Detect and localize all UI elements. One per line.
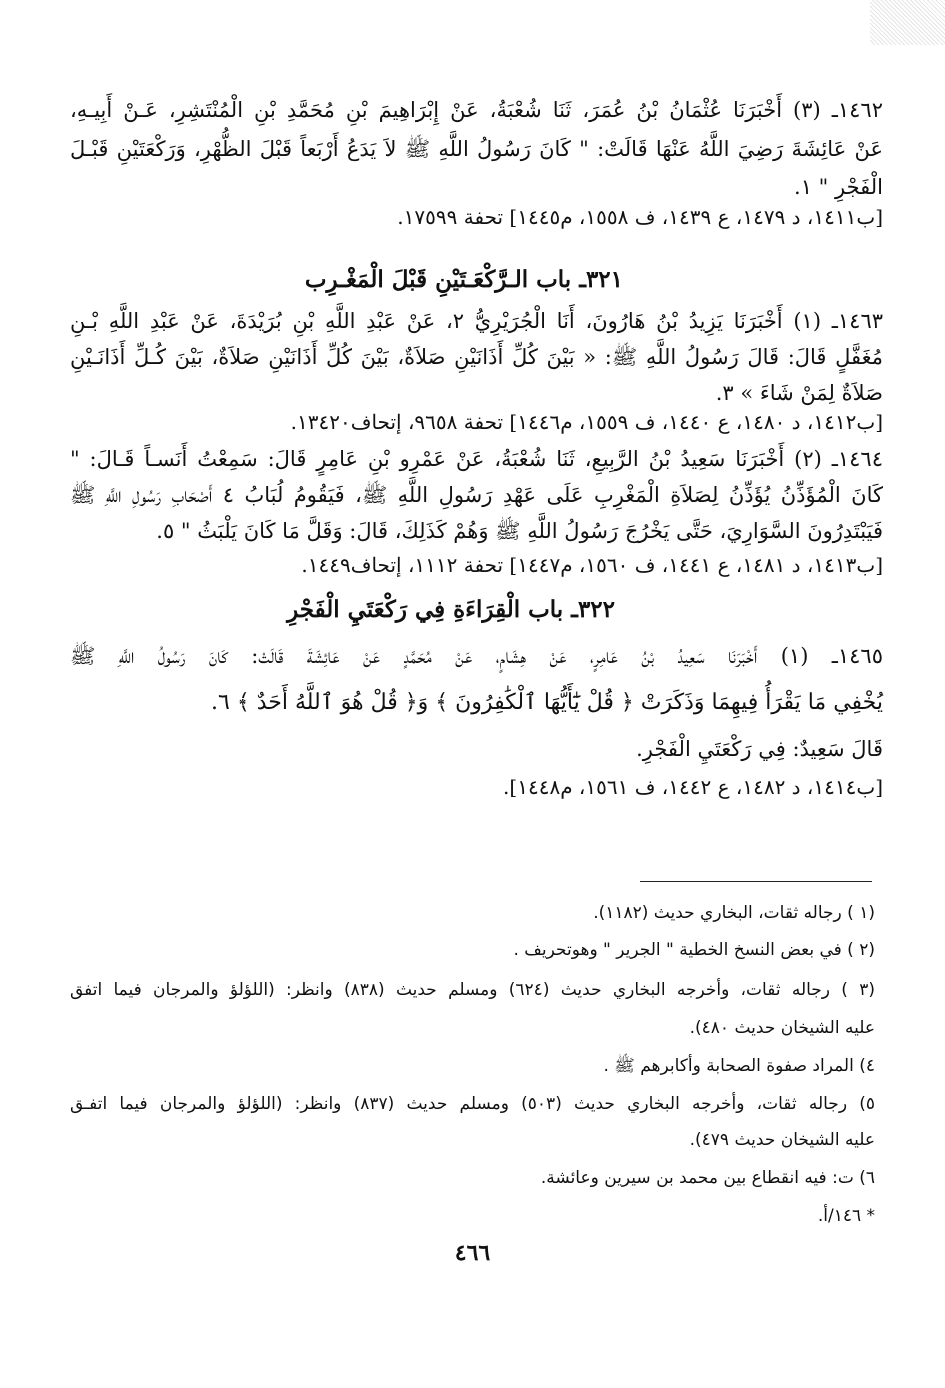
hadith-1462-reference: [ب١٤١١، د ١٤٧٩، ع ١٤٣٩، ف ١٥٥٨، م١٤٤٥] تحفة ١٧٥٩٩. <box>397 205 883 229</box>
footnote-5-line-1: ٥) رجاله ثقات، وأخرجه البخاري حديث (٥٠٣) ومسلم حديث (٨٣٧) وانظر: (اللؤلؤ والمرجان فيما اتفـق <box>70 1094 876 1114</box>
hadith-1464-line-2: كَانَ الْمُؤَذِّنُ يُؤَذِّنُ لِصَلاَةِ الْمَغْرِبِ عَلَى عَهْدِ رَسُولِ اللَّهِ ﷺ، فَيَقُومُ لُبَابُ ٤ أَصْحَابِ رَسُولِ اللَّهِ ﷺ <box>70 483 883 507</box>
hadith-1463-reference: [ب١٤١٢، د ١٤٨٠، ع ١٤٤٠، ف ١٥٥٩، م١٤٤٦] تحفة ٩٦٥٨، إتحاف١٣٤٢٠. <box>290 410 883 434</box>
hadith-1465-line-2: يُخْفِي مَا يَقْرَأُ فِيهِمَا وَذَكَرَتْ ﴿ قُلْ يَٰٓأَيُّهَا ٱلْكَٰفِرُونَ ﴾ وَ﴿ قُلْ هُوَ ٱللَّهُ أَحَدٌ ﴾ ٦. <box>211 690 883 715</box>
footnote-6: ٦) ت: فيه انقطاع بين محمد بن سيرين وعائشة. <box>540 1168 875 1188</box>
hadith-1464-line-3: فَيَبْتَدِرُونَ السَّوَارِيَ، حَتَّى يَخْرُجَ رَسُولُ اللَّهِ ﷺ وَهُمْ كَذَلِكَ، قَالَ: وَقَلَّ مَا كَانَ يَلْبَثُ " ٥. <box>156 519 883 543</box>
hadith-1464-reference: [ب١٤١٣، د ١٤٨١، ع ١٤٤١، ف ١٥٦٠، م١٤٤٧] تحفة ١١١٢، إتحاف١٤٤٩. <box>301 553 883 577</box>
footnote-5-line-2: عليه الشيخان حديث ٤٧٩). <box>689 1130 875 1150</box>
footnote-3-line-1: (٣ ) رجاله ثقات، وأخرجه البخاري حديث (٦٢٤) ومسلم حديث (٨٣٨) وانظر: (اللؤلؤ والمرجان فيما اتفق <box>70 980 875 1000</box>
page-number: ٤٦٦ <box>454 1240 491 1266</box>
footnote-1: (١ ) رجاله ثقات، البخاري حديث (١١٨٢). <box>593 903 875 923</box>
hadith-1465-line-3: قَالَ سَعِيدٌ: فِي رَكْعَتَيِ الْفَجْرِ. <box>636 737 883 761</box>
chapter-322-title: ٣٢٢ـ باب الْقِرَاءَةِ فِي رَكْعَتَيِ الْفَجْرِ <box>287 596 615 623</box>
manuscript-folio-note: * ١٤٦/أ. <box>817 1206 875 1226</box>
footnote-3-line-2: عليه الشيخان حديث ٤٨٠). <box>689 1018 875 1038</box>
hadith-1465-reference: [ب١٤١٤، د ١٤٨٢، ع ١٤٤٢، ف ١٥٦١، م١٤٤٨]. <box>503 775 883 799</box>
hadith-1463-line-3: صَلاَةٌ لِمَنْ شَاءَ » ٣. <box>715 381 883 405</box>
chapter-321-title: ٣٢١ـ باب الـرَّكْعَـتَيْنِ قَبْلَ الْمَغْـرِب <box>304 266 623 293</box>
hadith-1463-line-1: ١٤٦٣ـ (١) أَخْبَرَنَا يَزِيدُ بْنُ هَارُونَ، أَنَا الْجُرَيْرِيُّ ٢، عَنْ عَبْدِ اللَّهِ بْنِ بُرَيْدَةَ، عَنْ عَبْدِ اللَّهِ بْـنِ <box>70 309 884 333</box>
footnote-2: (٢ ) في بعض النسخ الخطية " الجرير " وهوتحريف . <box>513 940 875 960</box>
hadith-1462-line-2: عَنْ عَائِشَةَ رَضِيَ اللَّهُ عَنْهَا قَالَتْ: " كَانَ رَسُولُ اللَّهِ ﷺ لاَ يَدَعُ أَرْبَعاً قَبْلَ الظُّهْرِ، وَرَكْعَتَيْنِ قَبْـلَ <box>70 137 883 161</box>
hadith-1462-line-3: الْفَجْرِ " ١. <box>794 175 883 199</box>
hadith-1464-line-1: ١٤٦٤ـ (٢) أَخْبَرَنَا سَعِيدُ بْنُ الرَّبِيعِ، ثَنَا شُعْبَةُ، عَنْ عَمْرِو بْنِ عَامِرٍ قَالَ: سَمِعْتُ أَنَسـاً قَـالَ: " <box>70 447 883 471</box>
hadith-1462-line-1: ١٤٦٢ـ (٣) أَخْبَرَنَا عُثْمَانُ بْنُ عُمَرَ، ثَنَا شُعْبَةُ، عَنْ إِبْرَاهِيمَ بْنِ مُحَمَّدِ بْنِ الْمُنْتَشِرِ، عَـنْ أَبِيـهِ، <box>70 98 883 122</box>
hadith-1463-line-2: مُغَفَّلٍ قَالَ: قَالَ رَسُولُ اللَّهِ ﷺ: « بَيْنَ كُلِّ أَذَانَيْنِ صَلاَةٌ، بَيْنَ كُلِّ أَذَانَيْنِ صَلاَةٌ، بَيْنَ كُـلِّ أَذَانَـيْنِ <box>70 345 883 369</box>
footnote-4: ٤) المراد صفوة الصحابة وأكابرهم ﷺ . <box>603 1056 875 1076</box>
scan-edge-texture <box>870 0 945 45</box>
footnote-separator <box>640 881 872 882</box>
hadith-1465-line-1: ١٤٦٥ـ (١) أَخْبَرَنَا سَعِيدُ بْنُ عَامِرٍ، عَنْ هِشَامٍ، عَنْ مُحَمَّدٍ عَنْ عَائِشَةَ قَالَتْ: كَانَ رَسُولُ اللَّهِ ﷺ <box>70 644 883 668</box>
